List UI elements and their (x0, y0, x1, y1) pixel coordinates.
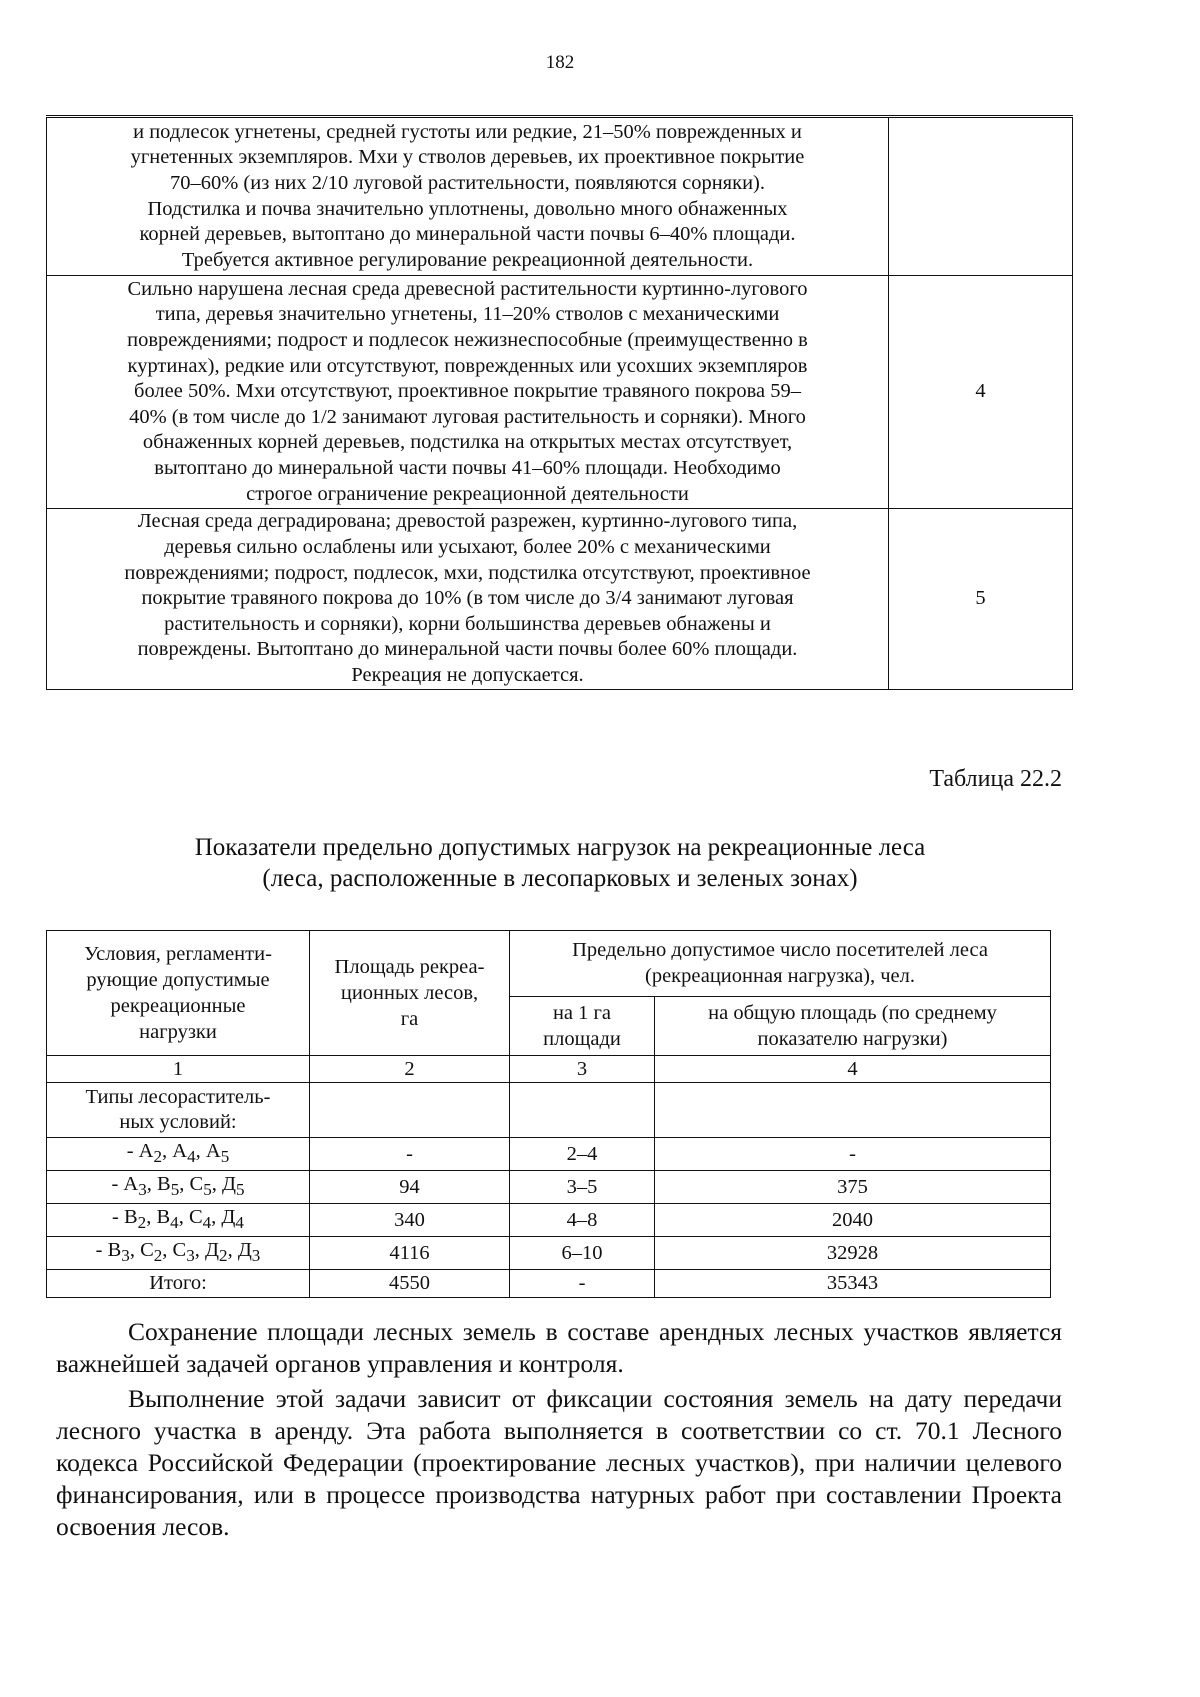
per-hectare-value: 6–10 (510, 1237, 655, 1270)
text-line: на 1 га (552, 1001, 612, 1024)
per-hectare-value: 2–4 (510, 1138, 655, 1171)
condition-index: 5 (235, 1180, 245, 1200)
condition-letter: , С (129, 1239, 154, 1262)
table-row (47, 1237, 1051, 1270)
stage-description (47, 117, 889, 276)
text-line: более 50%. Мхи отсутствуют, проективное покрытие травяного покрова 59– (134, 380, 801, 403)
condition-index: 3 (186, 1246, 195, 1266)
table-title-line: (леса, расположенные в лесопарковых и зеленых зонах) (262, 865, 858, 892)
condition-letter: - А (111, 1173, 139, 1196)
text-line: рекреационные (110, 995, 246, 1017)
stage-description (47, 509, 889, 690)
table-row (47, 276, 1073, 509)
condition-index: 2 (137, 1213, 147, 1233)
text-line: ционных лесов, (340, 982, 479, 1004)
text-line: Условия, регламенти- (84, 943, 272, 965)
area-value: 94 (310, 1171, 510, 1204)
text-line: Рекреация не допускается. (351, 663, 584, 686)
text-line: Площадь рекреа- (334, 956, 485, 978)
total-value: 32928 (655, 1237, 1051, 1270)
text-line: растительность и сорняки), корни большинства деревьев обнажены и (164, 612, 771, 635)
text-line: обнаженных корней деревьев, подстилка на открытых местах отсутствует, (142, 431, 793, 454)
text-line: типа, деревья значительно угнетены, 11–20% стволов с механическими (155, 303, 780, 326)
area-value: - (310, 1138, 510, 1171)
text-line: Лесная среда деградирована; древостой разрежен, куртинно-лугового типа, (137, 510, 798, 533)
recreation-load-table (46, 930, 1051, 1298)
total-value: 35343 (655, 1270, 1051, 1298)
text-line: 40% (в том числе до 1/2 занимают луговая растительность и сорняки). Много (129, 405, 806, 428)
condition-index: 4 (187, 1147, 196, 1167)
condition-letter: , Д (211, 1173, 236, 1196)
condition-letter: - В (112, 1206, 138, 1229)
total-value: 375 (655, 1171, 1051, 1204)
degradation-stage-table (46, 115, 1073, 690)
condition-letter: , Д (194, 1239, 220, 1262)
condition-index: 3 (138, 1180, 147, 1200)
condition-letter: , А (162, 1140, 188, 1162)
table-label: Таблица 22.2 (929, 766, 1062, 792)
table-row (47, 1138, 1051, 1171)
table-cell (655, 1083, 1051, 1138)
paragraph-text: Выполнение этой задачи зависит от фиксации состояния земель на дату передачи лесного участка в аренду. Эта работа выполняется в соответствии со ст. 70.1 Лесного кодекса Российской Федерации (проектирование лесных участков), при наличии целевого финансирования, или в процессе производства натурных работ при составлении Проекта освоения лесов. (56, 1384, 1062, 1541)
header-area (310, 931, 510, 1056)
text-line: на общую площадь (по среднему (708, 1001, 997, 1024)
text-line: Сильно нарушена лесная среда древесной растительности куртинно-лугового (127, 277, 808, 300)
text-line: повреждениями; подрост, подлесок, мхи, подстилка отсутствуют, проективное (124, 561, 811, 584)
stage-number: 5 (889, 509, 1073, 690)
header-total-area (655, 996, 1051, 1055)
text-line: и подлесок угнетены, средней густоты или редкие, 21–50% поврежденных и (133, 120, 802, 143)
text-line: рующие допустимые (86, 969, 270, 991)
text-line: куртинах), редкие или отсутствуют, поврежденных или усохших экземпляров (127, 354, 808, 377)
condition-index: 5 (203, 1180, 212, 1200)
forest-condition-type (47, 1171, 310, 1204)
table-row (47, 509, 1073, 690)
stage-number (889, 117, 1073, 276)
table-row (47, 1171, 1051, 1204)
header-per-hectare (510, 996, 655, 1055)
header-visitor-limit (510, 931, 1051, 997)
area-value: 4550 (310, 1270, 510, 1298)
condition-index: 4 (202, 1213, 212, 1233)
paragraph (56, 1383, 1062, 1543)
text-line: деревья сильно ослаблены или усыхают, более 20% с механическими (164, 536, 771, 559)
forest-condition-type (47, 1270, 310, 1298)
text-line: повреждениями; подрост и подлесок нежизнеспособные (преимущественно в (127, 329, 808, 352)
condition-index: 5 (220, 1147, 230, 1167)
condition-letter: , В (146, 1206, 171, 1229)
per-hectare-value: 3–5 (510, 1171, 655, 1204)
table-title (60, 832, 1060, 894)
text-line: Типы лесораститель- (85, 1086, 271, 1108)
condition-index: 2 (153, 1246, 163, 1266)
text-line: Подстилка и почва значительно уплотнены, довольно много обнаженных (147, 197, 788, 220)
table-row (47, 1204, 1051, 1237)
text-line: га (400, 1008, 419, 1030)
condition-letter: , С (179, 1173, 204, 1196)
condition-letter: , В (146, 1173, 171, 1196)
condition-letter: , С (178, 1206, 203, 1229)
condition-index: 4 (170, 1213, 179, 1233)
text-line: 70–60% (из них 2/10 луговой растительности, появляются сорняки). (169, 171, 765, 194)
forest-condition-type (47, 1237, 310, 1270)
total-value: - (655, 1138, 1051, 1171)
condition-letter: , Д (211, 1206, 236, 1229)
condition-index: 3 (121, 1246, 130, 1266)
table-row (47, 1270, 1051, 1298)
column-number: 4 (655, 1056, 1051, 1083)
condition-letter: - А (126, 1140, 154, 1162)
table-cell (310, 1083, 510, 1138)
condition-letter: - В (95, 1239, 122, 1262)
paragraph (56, 1316, 1062, 1380)
section-label (47, 1083, 310, 1138)
condition-index: 3 (251, 1246, 261, 1266)
per-hectare-value: - (510, 1270, 655, 1298)
condition-letter: Итого: (149, 1272, 207, 1295)
text-line: ных условий: (119, 1111, 237, 1133)
text-line: корней деревьев, вытоптано до минеральной части почвы 6–40% площади. (139, 223, 796, 246)
stage-description (47, 276, 889, 509)
text-line: вытоптано до минеральной части почвы 41–60% площади. Необходимо (154, 456, 781, 479)
condition-index: 4 (235, 1213, 244, 1233)
condition-index: 2 (219, 1246, 228, 1266)
forest-condition-type (47, 1138, 310, 1171)
condition-letter: , А (195, 1140, 221, 1162)
text-line: Предельно допустимое число посетителей леса (572, 939, 988, 962)
text-line: площади (543, 1027, 621, 1050)
text-line: угнетенных экземпляров. Мхи у стволов деревьев, их проективное покрытие (130, 146, 805, 169)
condition-letter: , С (162, 1239, 187, 1262)
total-value: 2040 (655, 1204, 1051, 1237)
condition-index: 5 (170, 1180, 180, 1200)
table-row (47, 117, 1073, 276)
column-number: 3 (510, 1056, 655, 1083)
header-conditions (47, 931, 310, 1056)
stage-number: 4 (889, 276, 1073, 509)
area-value: 340 (310, 1204, 510, 1237)
table-title-line: Показатели предельно допустимых нагрузок на рекреационные леса (194, 834, 926, 861)
paragraph-text: Сохранение площади лесных земель в составе арендных лесных участков является важнейшей задачей органов управления и контроля. (56, 1317, 1062, 1378)
condition-index: 2 (153, 1147, 163, 1167)
condition-letter: , Д (227, 1239, 252, 1262)
column-number: 1 (47, 1056, 310, 1083)
per-hectare-value: 4–8 (510, 1204, 655, 1237)
text-line: повреждены. Вытоптано до минеральной части почвы более 60% площади. (137, 638, 798, 661)
text-line: нагрузки (139, 1021, 217, 1043)
table-cell (510, 1083, 655, 1138)
text-line: строгое ограничение рекреационной деятельности (246, 482, 689, 505)
text-line: Требуется активное регулирование рекреационной деятельности. (181, 248, 754, 271)
column-number: 2 (310, 1056, 510, 1083)
area-value: 4116 (310, 1237, 510, 1270)
forest-condition-type (47, 1204, 310, 1237)
text-line: покрытие травяного покрова до 10% (в том числе до 3/4 занимают луговая (141, 587, 794, 610)
text-line: (рекреационная нагрузка), чел. (645, 965, 916, 988)
page-number: 182 (545, 52, 575, 73)
text-line: показателю нагрузки) (757, 1027, 948, 1050)
